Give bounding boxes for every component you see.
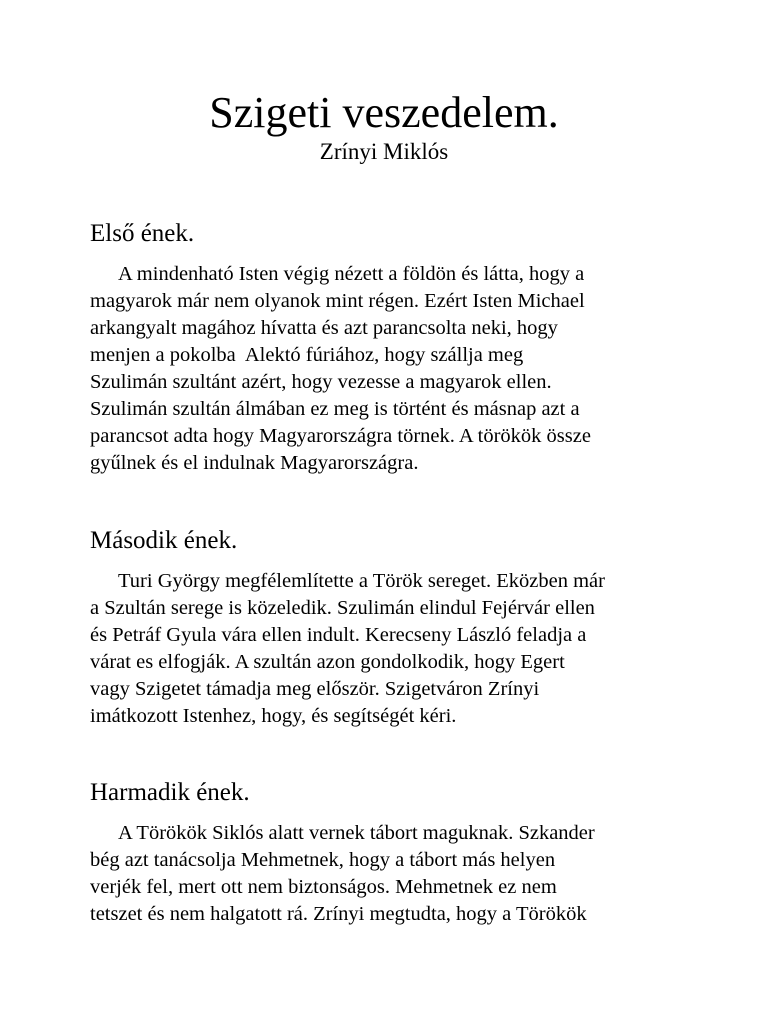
paragraph-line: verjék fel, mert ott nem biztonságos. Mehmetnek ez nem: [90, 876, 557, 898]
document-title: Szigeti veszedelem.: [209, 88, 559, 137]
paragraph-line: menjen a pokolba Alektó fúriához, hogy szállja meg: [90, 344, 524, 366]
section-heading: Harmadik ének.: [90, 779, 250, 806]
paragraph-line: A Törökök Siklós alatt vernek tábort maguknak. Szkander: [118, 822, 595, 844]
section-first-canto: [90, 219, 690, 477]
paragraph-line: a Szultán serege is közeledik. Szulimán elindul Fejérvár ellen: [90, 597, 595, 619]
paragraph-line: Turi György megfélemlítette a Török sereget. Eközben már: [118, 570, 605, 592]
paragraph-line: A mindenható Isten végig nézett a földön és látta, hogy a: [118, 263, 585, 285]
paragraph-line: parancsot adta hogy Magyarországra törnek. A törökök össze: [90, 425, 591, 447]
paragraph-line: és Petráf Gyula vára ellen indult. Kerecseny László feladja a: [90, 624, 587, 646]
document-author: Zrínyi Miklós: [319, 139, 449, 164]
section-heading: Második ének.: [90, 527, 238, 554]
paragraph-line: arkangyalt magához hívatta és azt parancsolta neki, hogy: [90, 317, 558, 339]
paragraph-line: tetszet és nem halgatott rá. Zrínyi megtudta, hogy a Törökök: [90, 903, 587, 925]
section-heading: Első ének.: [90, 220, 195, 247]
section-second-canto: [90, 526, 690, 730]
section-paragraph: [90, 261, 690, 477]
paragraph-line: magyarok már nem olyanok mint régen. Ezért Isten Michael: [90, 290, 585, 312]
paragraph-line: imátkozott Istenhez, hogy, és segítségét kéri.: [90, 705, 457, 727]
paragraph-line: gyűlnek és el indulnak Magyarországra.: [90, 452, 419, 474]
section-third-canto: [90, 778, 690, 928]
section-paragraph: [90, 568, 690, 730]
paragraph-line: Szulimán szultán álmában ez meg is történt és másnap azt a: [90, 398, 580, 420]
paragraph-line: várat es elfogják. A szultán azon gondolkodik, hogy Egert: [90, 651, 565, 673]
paragraph-line: bég azt tanácsolja Mehmetnek, hogy a tábort más helyen: [90, 849, 556, 871]
paragraph-line: vagy Szigetet támadja meg először. Szigetváron Zrínyi: [90, 678, 540, 700]
section-paragraph: [90, 820, 690, 928]
paragraph-line: Szulimán szultánt azért, hogy vezesse a magyarok ellen.: [90, 371, 552, 393]
